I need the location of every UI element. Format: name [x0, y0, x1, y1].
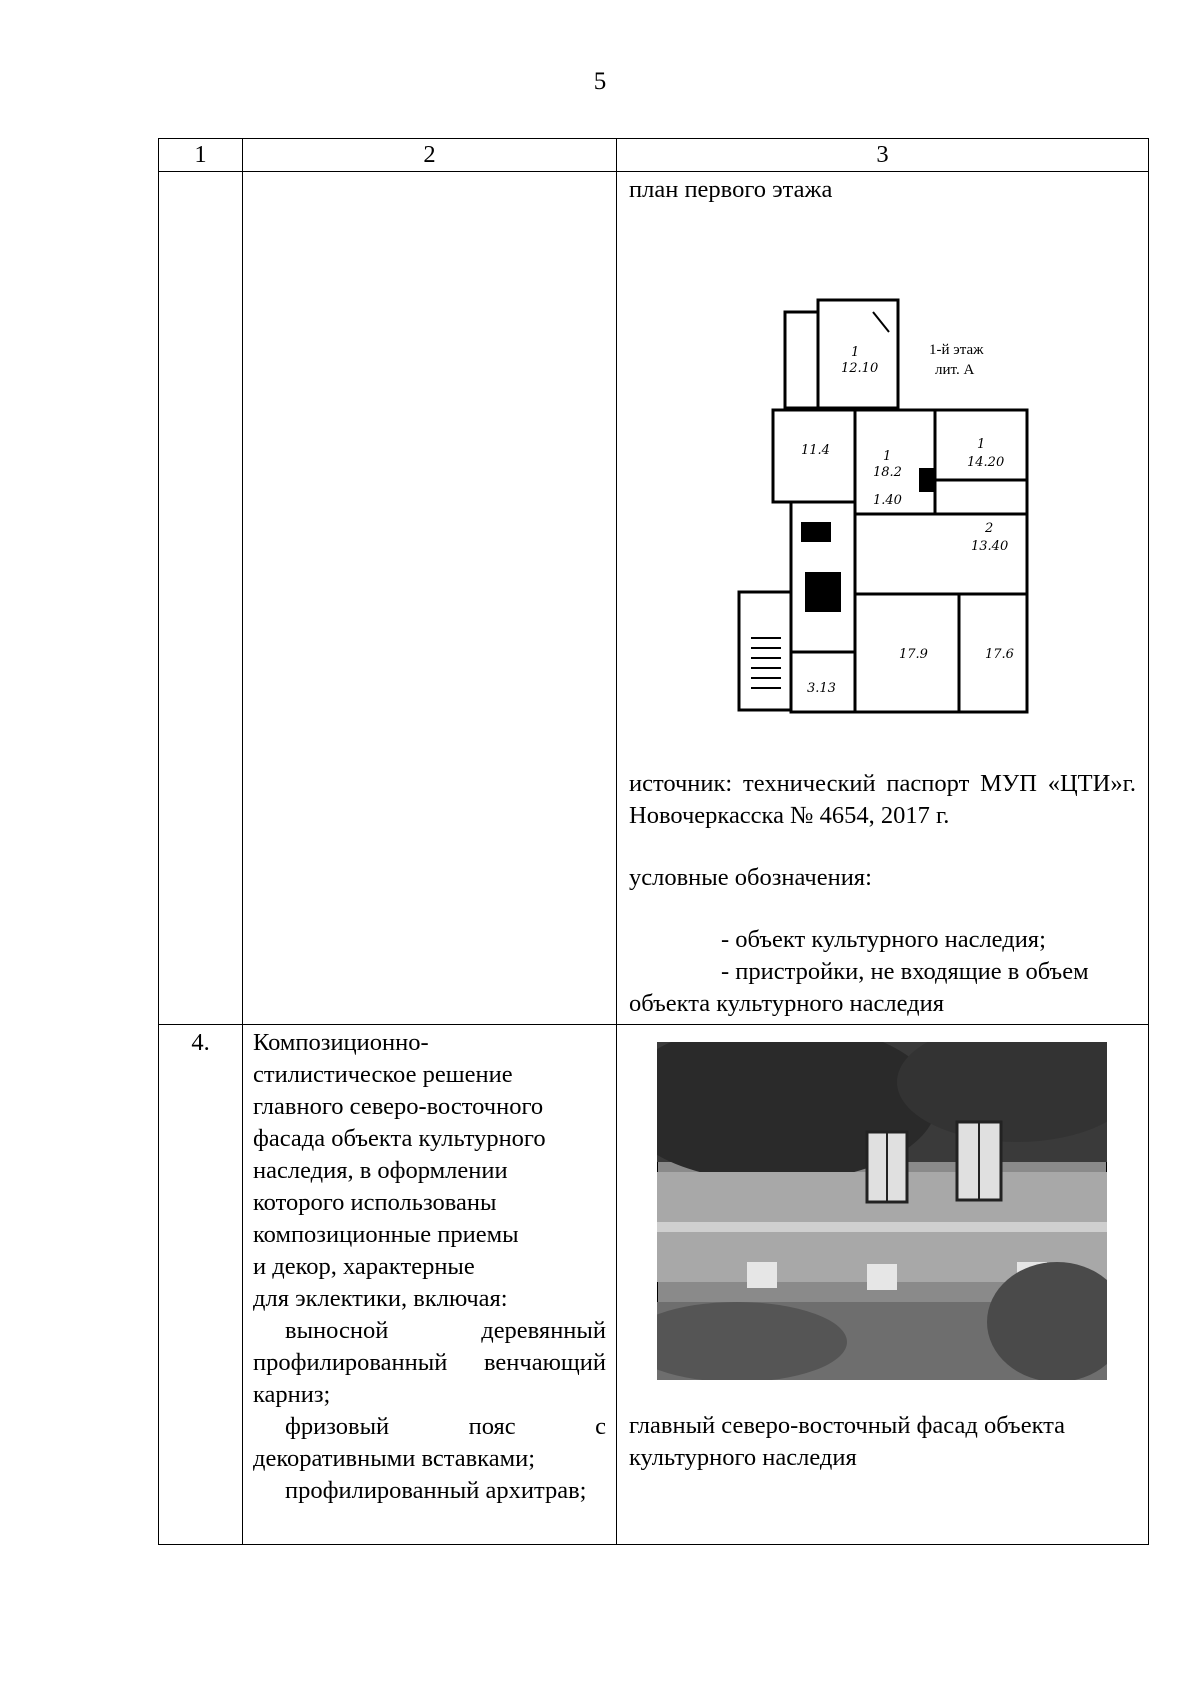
svg-text:13.40: 13.40 — [971, 539, 1009, 554]
svg-text:1.40: 1.40 — [873, 493, 902, 508]
legend-item-additions-line2: объекта культурного наследия — [629, 990, 944, 1017]
description-item-cornice: выносной деревянный профилированный венчающий карниз; — [253, 1317, 606, 1408]
description-item-architrave: профилированный архитрав; — [285, 1477, 587, 1504]
floor-plan-figure — [629, 206, 1136, 768]
facade-photo — [657, 1042, 1107, 1380]
header-col-2: 2 — [243, 139, 617, 172]
row-4-photo-cell — [617, 1025, 1149, 1545]
row-continued-col-3 — [617, 172, 1149, 1025]
plan-lit-label: лит. А — [935, 362, 975, 378]
svg-text:11.4: 11.4 — [801, 443, 830, 458]
svg-text:1: 1 — [977, 437, 986, 452]
table-row-4 — [159, 1025, 1149, 1545]
svg-text:1: 1 — [851, 345, 860, 360]
photo-caption: главный северо-восточный фасад объекта культурного наследия — [629, 1412, 1066, 1471]
legend-item-additions-line1: - пристройки, не входящие в объем — [721, 958, 1089, 985]
svg-text:18.2: 18.2 — [873, 465, 902, 480]
svg-text:2: 2 — [985, 521, 994, 536]
svg-text:1: 1 — [883, 449, 892, 464]
plan-floor-label: 1-й этаж — [929, 342, 984, 358]
floor-plan-drawing — [723, 272, 1063, 732]
header-col-3: 3 — [617, 139, 1149, 172]
header-col-1: 1 — [159, 139, 243, 172]
description-text: Композиционно- стилистическое решение главного северо-восточного фасада объекта культурного наследия, в оформлении которого использованы композиционные приемы и декор, характерные для эклектики, включая: — [253, 1029, 546, 1312]
page-number: 5 — [593, 68, 607, 95]
table-header-row — [159, 139, 1149, 172]
document-table — [158, 138, 1149, 1545]
row-4-description — [243, 1025, 617, 1545]
table-row-continued — [159, 172, 1149, 1025]
svg-text:17.6: 17.6 — [985, 647, 1014, 662]
svg-text:14.20: 14.20 — [967, 455, 1005, 470]
plan-source-text: источник: технический паспорт МУП «ЦТИ»г. Новочеркасска № 4654, 2017 г. — [629, 770, 1136, 829]
svg-text:17.9: 17.9 — [899, 647, 928, 662]
row-4-number: 4. — [159, 1025, 243, 1545]
legend-title: условные обозначения: — [629, 864, 872, 891]
floor-plan-title: план первого этажа — [629, 176, 833, 203]
svg-text:12.10: 12.10 — [841, 361, 879, 376]
description-item-frieze: фризовый пояс с декоративными вставками; — [253, 1413, 606, 1472]
row-continued-col-2 — [243, 172, 617, 1025]
row-continued-col-1 — [159, 172, 243, 1025]
legend-item-heritage: - объект культурного наследия; — [721, 926, 1046, 953]
svg-text:3.13: 3.13 — [807, 681, 836, 696]
